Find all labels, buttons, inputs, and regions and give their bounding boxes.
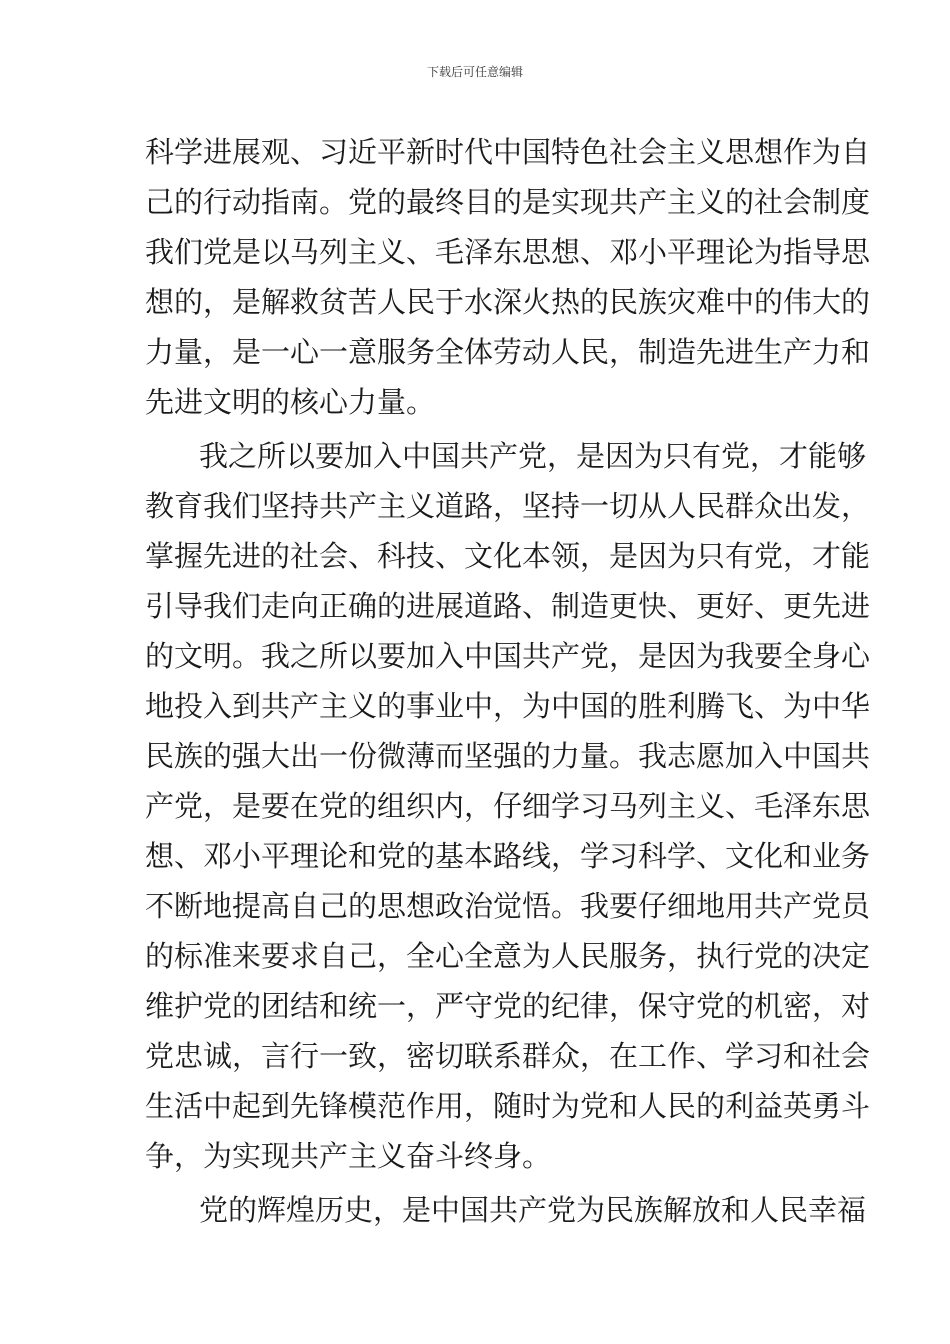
text-line: 民族的强大出一份微薄而坚强的力量。我志愿加入中国共	[145, 739, 871, 773]
text-line: 党忠诚，言行一致，密切联系群众，在工作、学习和社会	[145, 1039, 871, 1073]
text-line: 力量，是一心一意服务全体劳动人民，制造先进生产力和	[145, 335, 871, 369]
paragraph-2	[145, 431, 871, 1181]
text-line: 引导我们走向正确的进展道路、制造更快、更好、更先进	[145, 589, 871, 623]
text-line: 先进文明的核心力量。	[145, 385, 436, 419]
paragraph-3	[145, 1185, 867, 1235]
text-line: 产党，是要在党的组织内，仔细学习马列主义、毛泽东思	[145, 789, 871, 823]
text-line: 生活中起到先锋模范作用，随时为党和人民的利益英勇斗	[145, 1089, 871, 1123]
document-body	[145, 127, 871, 1235]
text-line: 维护党的团结和统一，严守党的纪律，保守党的机密，对	[145, 989, 871, 1023]
text-line: 想、邓小平理论和党的基本路线，学习科学、文化和业务	[145, 839, 871, 873]
text-line: 我们党是以马列主义、毛泽东思想、邓小平理论为指导思	[145, 235, 871, 269]
text-line: 科学进展观、习近平新时代中国特色社会主义思想作为自	[145, 135, 871, 169]
text-line: 的标准来要求自己，全心全意为人民服务，执行党的决定	[145, 939, 871, 973]
text-line: 不断地提高自己的思想政治觉悟。我要仔细地用共产党员	[145, 889, 871, 923]
text-line: 党的辉煌历史，是中国共产党为民族解放和人民幸福	[199, 1193, 867, 1227]
text-line: 己的行动指南。党的最终目的是实现共产主义的社会制度	[145, 185, 871, 219]
text-line: 地投入到共产主义的事业中，为中国的胜利腾飞、为中华	[145, 689, 871, 723]
text-line: 教育我们坚持共产主义道路，坚持一切从人民群众出发，	[145, 489, 871, 523]
page-header: 下载后可任意编辑	[426, 65, 523, 79]
paragraph-1	[145, 127, 871, 427]
text-line: 掌握先进的社会、科技、文化本领，是因为只有党，才能	[145, 539, 871, 573]
text-line: 我之所以要加入中国共产党，是因为只有党，才能够	[199, 439, 867, 473]
text-line: 争，为实现共产主义奋斗终身。	[145, 1139, 552, 1173]
text-line: 想的，是解救贫苦人民于水深火热的民族灾难中的伟大的	[145, 285, 871, 319]
text-line: 的文明。我之所以要加入中国共产党，是因为我要全身心	[145, 639, 871, 673]
